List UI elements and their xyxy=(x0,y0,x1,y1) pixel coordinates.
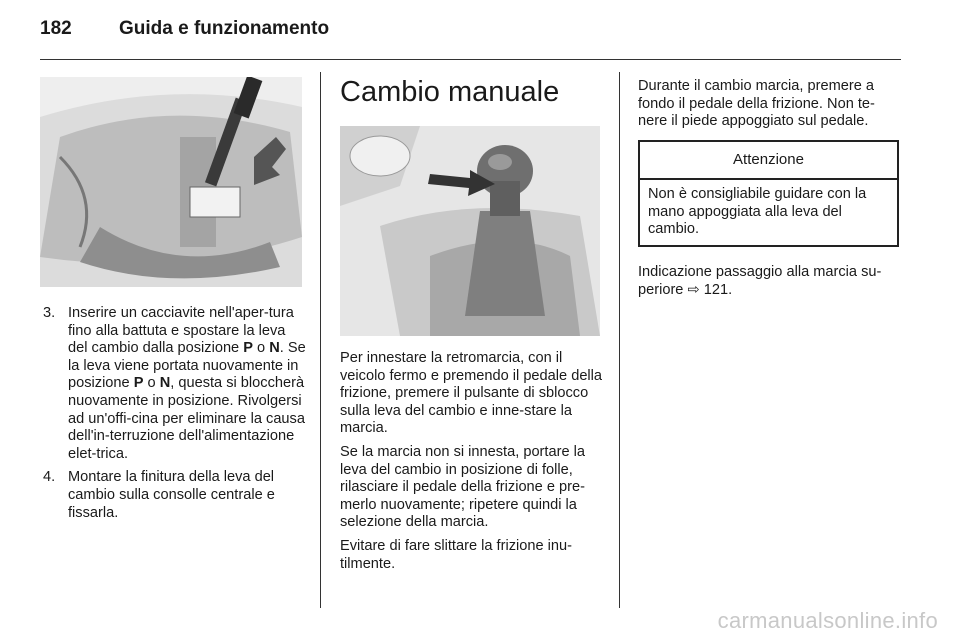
step-text: , questa si bloccherà nuovamente in posizione. Rivolgersi ad un'offi-cina per eliminare la causa dell'in-terruzione dell'alimentazione elet-trica. xyxy=(68,375,305,462)
middle-column-text xyxy=(340,350,605,579)
header-rule xyxy=(40,59,901,60)
paragraph: Per innestare la retromarcia, con il veicolo fermo e premendo il pedale della frizione, premere il pulsante di sblocco sulla leva del cambio e inne-stare la marcia. xyxy=(340,350,603,437)
paragraph: Evitare di fare slittare la frizione inu-tilmente. xyxy=(340,537,572,572)
step-text: Montare la finitura della leva del cambio sulla consolle centrale e fissarla. xyxy=(68,469,275,521)
left-column-steps xyxy=(43,305,307,528)
section-heading: Cambio manuale xyxy=(340,76,560,108)
paragraph: Se la marcia non si innesta, portare la leva del cambio in posizione di folle, rilasciare il pedale della frizione e pre-merlo nuovamente; ripetere quindi la selezione della marcia. xyxy=(340,443,585,531)
step-number: 3. xyxy=(43,305,56,321)
gear-position-p: P xyxy=(133,375,144,392)
step-text: o xyxy=(252,340,270,357)
warning-divider xyxy=(640,178,897,180)
warning-body: Non è consigliabile guidare con la mano appoggiata alla leva del cambio. xyxy=(648,186,867,238)
warning-box xyxy=(638,140,899,247)
warning-title: Attenzione xyxy=(733,151,804,168)
right-column-intro: Durante il cambio marcia, premere a fondo il pedale della frizione. Non te-nere il piede appoggiato sul pedale. xyxy=(638,78,875,130)
page-ref-arrow-icon: ⇨ xyxy=(687,281,700,298)
step-text: . Se la leva viene portata nuovamente in posizione xyxy=(68,340,306,392)
right-column-reference xyxy=(638,264,902,299)
gear-position-n: N xyxy=(269,340,280,357)
shift-release-illustration xyxy=(40,77,302,287)
step-3 xyxy=(43,305,307,463)
watermark: carmanualsonline.info xyxy=(717,608,938,633)
column-divider xyxy=(619,72,620,608)
reference-text: Indicazione passaggio alla marcia su-periore xyxy=(638,264,882,298)
step-text: Inserire un cacciavite nell'aper-tura fino alla battuta e spostare la leva del cambio dalla posizione xyxy=(68,305,294,357)
column-divider xyxy=(320,72,321,608)
reference-page-link[interactable]: 121. xyxy=(699,281,733,298)
step-number: 4. xyxy=(43,469,56,486)
gear-position-n: N xyxy=(159,375,171,392)
page-number: 182 xyxy=(40,18,72,39)
step-4 xyxy=(43,469,307,522)
step-text: o xyxy=(143,375,160,392)
gear-position-p: P xyxy=(243,340,253,357)
gear-knob-illustration xyxy=(340,126,600,336)
section-title: Guida e funzionamento xyxy=(119,18,330,39)
